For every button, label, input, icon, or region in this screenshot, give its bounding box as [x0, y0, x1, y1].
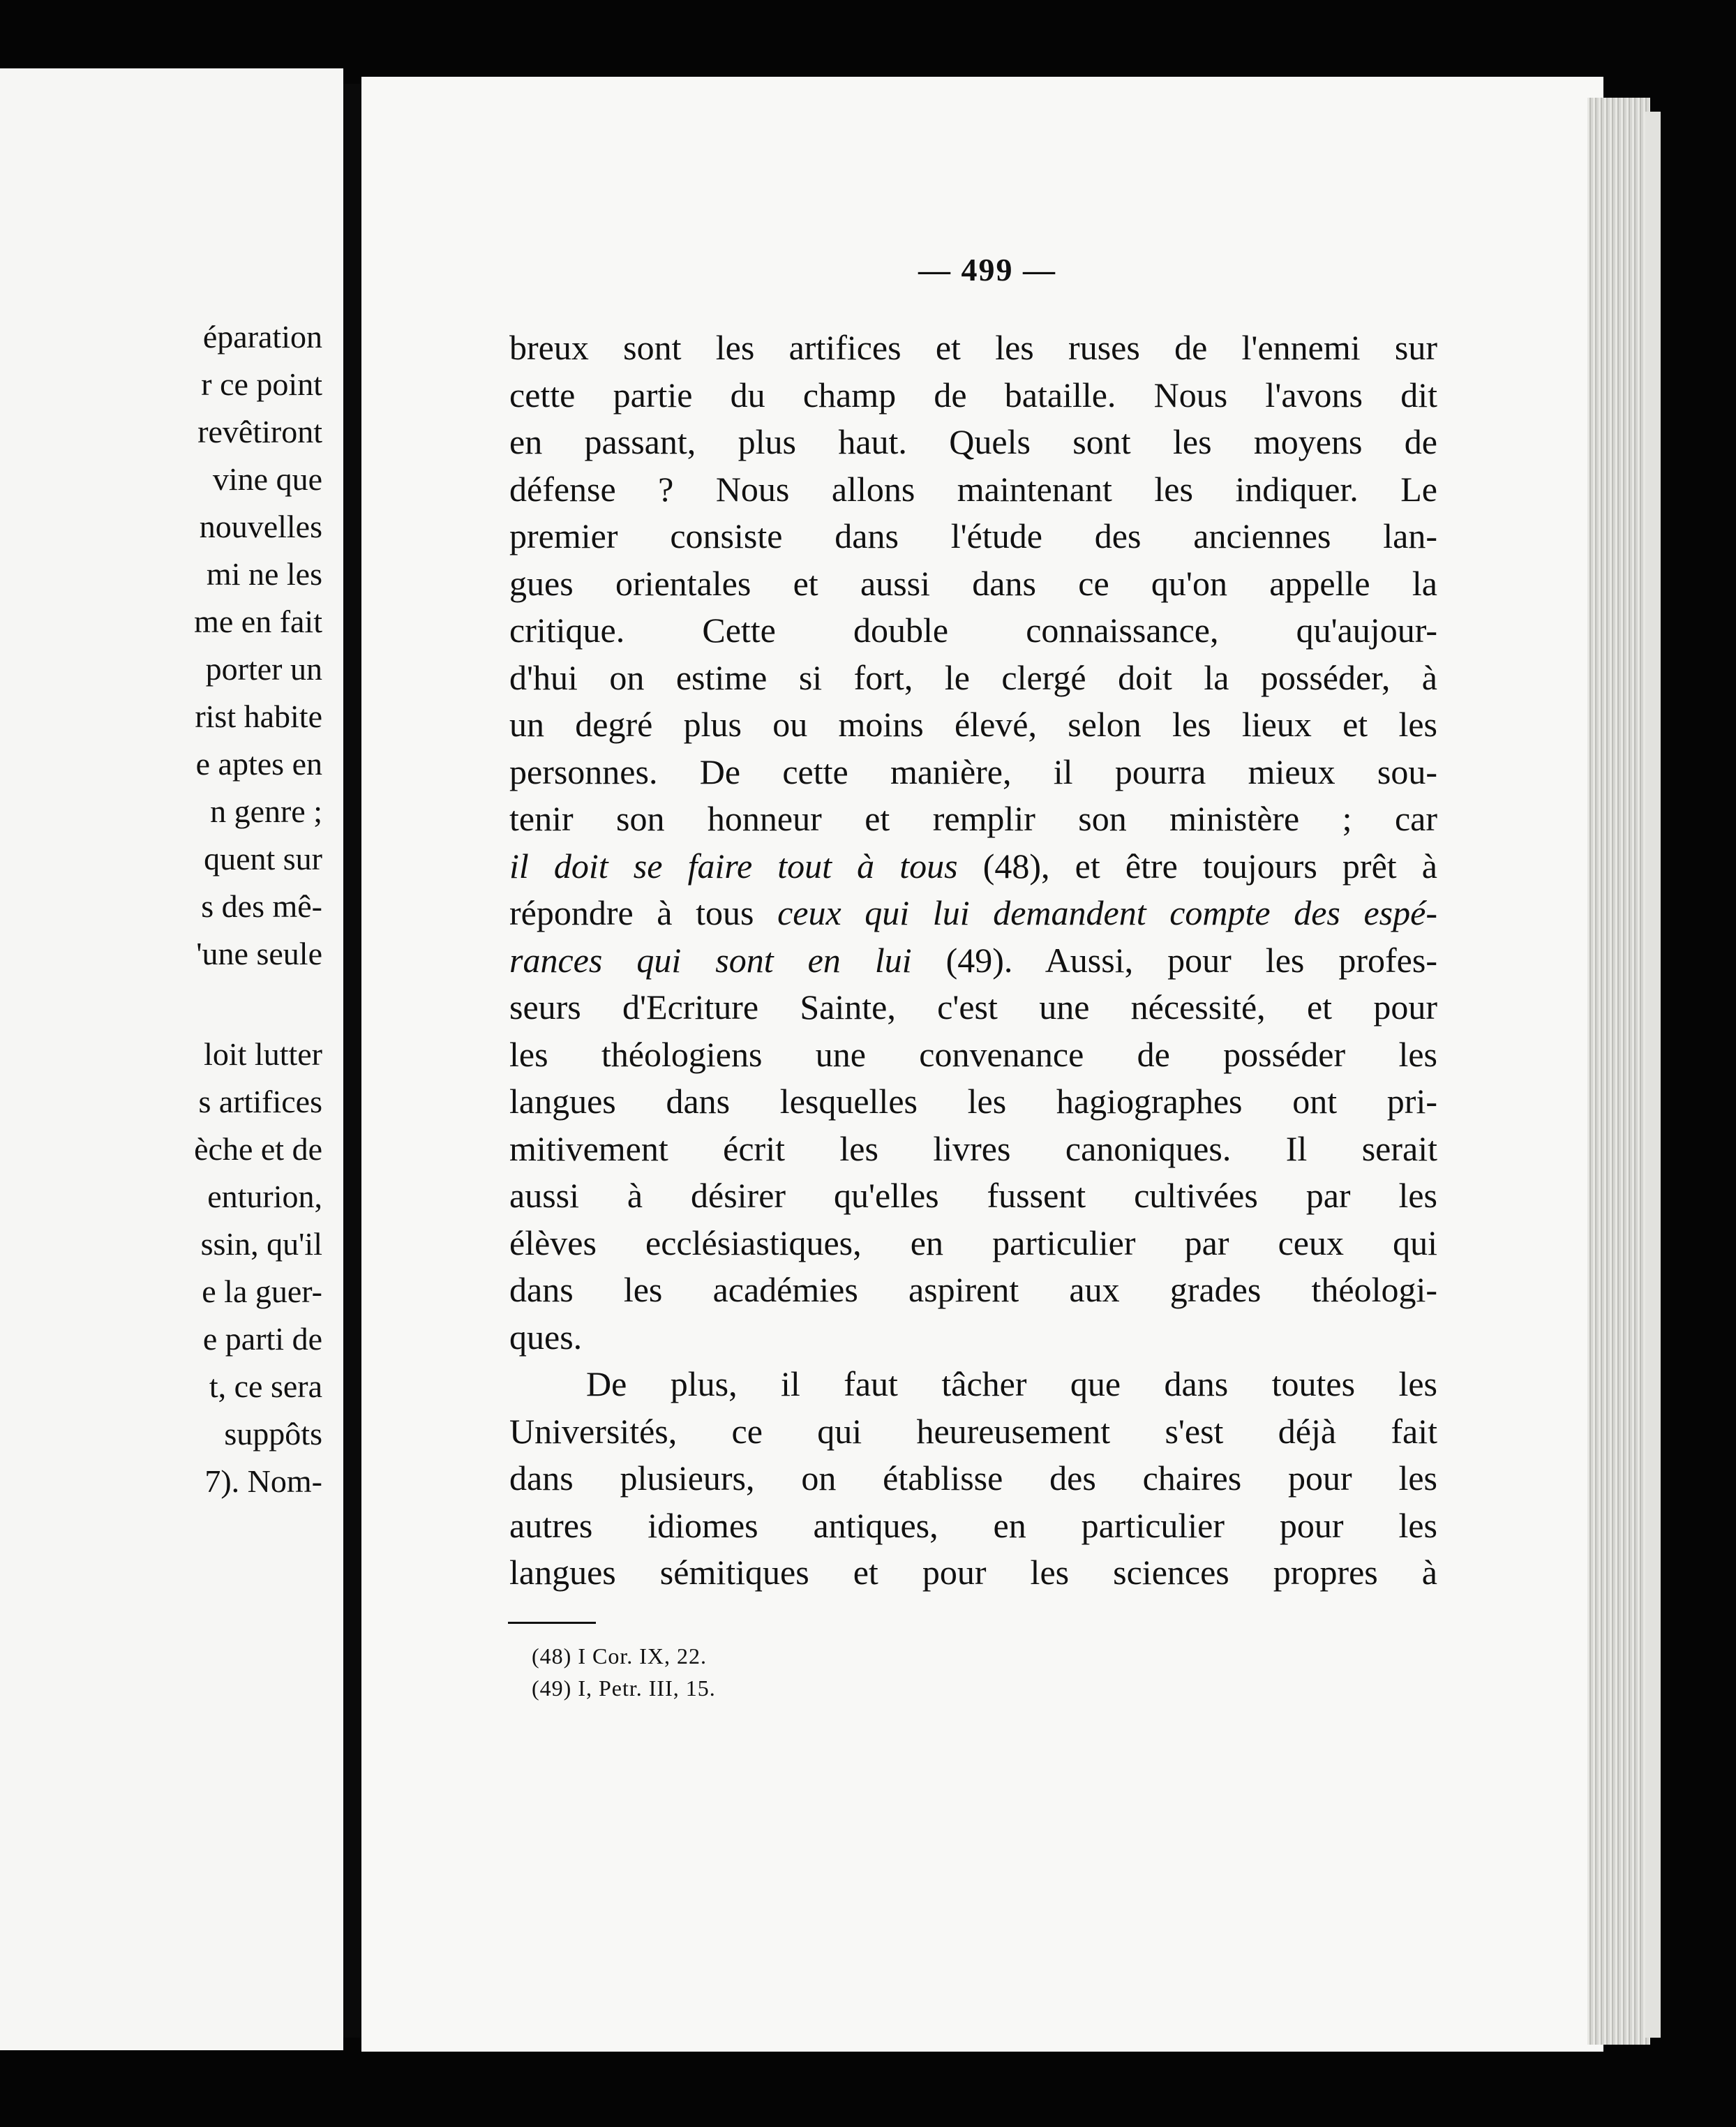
- text-line: seurs d'Ecriture Sainte, c'est une nécessité, et pour: [509, 987, 1437, 1027]
- text-line: il doit se faire tout à tous (48), et être toujours prêt à: [509, 846, 1437, 886]
- text-line: en passant, plus haut. Quels sont les moyens de: [509, 422, 1437, 461]
- footnotes: [532, 1640, 716, 1704]
- text-line: critique. Cette double connaissance, qu'aujour-: [509, 611, 1437, 650]
- text-line: e la guer-: [202, 1274, 322, 1309]
- text-line: éparation: [202, 319, 322, 354]
- text-line: rist habite: [195, 699, 322, 734]
- text-line: Universités, ce qui heureusement s'est déjà fait: [509, 1411, 1437, 1451]
- text-line: dans les académies aspirent aux grades théologi-: [509, 1270, 1437, 1309]
- text-line: autres idiomes antiques, en particulier pour les: [509, 1505, 1437, 1545]
- text-line: quent sur: [204, 841, 322, 876]
- text-line: gues orientales et aussi dans ce qu'on appelle la: [509, 563, 1437, 603]
- footnote-48: (48) I Cor. IX, 22.: [532, 1643, 707, 1669]
- text-line: porter un: [205, 651, 322, 687]
- text-line: les théologiens une convenance de posséder les: [509, 1034, 1437, 1074]
- text-line: d'hui on estime si fort, le clergé doit la posséder, à: [509, 657, 1437, 697]
- text-line: mitivement écrit les livres canoniques. Il serait: [509, 1128, 1437, 1168]
- text-line: breux sont les artifices et les ruses de l'ennemi sur: [509, 328, 1437, 367]
- text-line: langues sémitiques et pour les sciences propres à: [509, 1553, 1437, 1592]
- text-line: nouvelles: [199, 509, 322, 544]
- text-line: n genre ;: [210, 793, 322, 829]
- text-line: ssin, qu'il: [200, 1226, 322, 1262]
- text-line: mi ne les: [206, 556, 322, 592]
- page-number: — 499 —: [918, 252, 1056, 288]
- page-edges: [1587, 98, 1650, 2045]
- italic-quote: rances qui sont en lui: [509, 940, 912, 980]
- cover-edge: [1645, 112, 1661, 2038]
- text-line: tenir son honneur et remplir son ministère ; car: [509, 799, 1437, 838]
- italic-quote: il doit se faire tout à tous: [509, 846, 958, 886]
- text-line: élèves ecclésiastiques, en particulier par ceux qui: [509, 1223, 1437, 1262]
- text-line: èche et de: [194, 1131, 322, 1167]
- text-line: 7). Nom-: [204, 1463, 322, 1499]
- text-line: répondre à tous ceux qui lui demandent compte des espé-: [509, 893, 1437, 932]
- text-line: 'une seule: [196, 936, 322, 971]
- body-text: [509, 324, 1437, 1597]
- text-line: enturion,: [207, 1179, 322, 1214]
- text-line: suppôts: [224, 1416, 322, 1451]
- footnote-49: (49) I, Petr. III, 15.: [532, 1676, 716, 1701]
- text-line: premier consiste dans l'étude des anciennes lan-: [509, 516, 1437, 555]
- footnote-rule: [508, 1622, 596, 1624]
- italic-quote: ceux qui lui demandent compte des espé-: [777, 893, 1437, 932]
- text-line: personnes. De cette manière, il pourra mieux sou-: [509, 752, 1437, 791]
- text-line: vine que: [212, 461, 322, 497]
- text-line: dans plusieurs, on établisse des chaires pour les: [509, 1458, 1437, 1498]
- left-page: [0, 68, 343, 2050]
- text-line: aussi à désirer qu'elles fussent cultivées par les: [509, 1176, 1437, 1215]
- text-line: e parti de: [202, 1321, 322, 1357]
- text-line: De plus, il faut tâcher que dans toutes les: [586, 1364, 1437, 1403]
- text-line: s des mê-: [201, 888, 322, 924]
- text-line: t, ce sera: [209, 1368, 322, 1404]
- text-line: e aptes en: [195, 746, 322, 782]
- text-line: ques.: [509, 1317, 583, 1357]
- text-line: s artifices: [198, 1084, 322, 1119]
- text-line: rances qui sont en lui (49). Aussi, pour les profes-: [509, 940, 1437, 980]
- text-line: loit lutter: [204, 1036, 322, 1072]
- text-line: me en fait: [194, 604, 322, 639]
- text-line: un degré plus ou moins élevé, selon les lieux et les: [509, 705, 1437, 744]
- text-line: r ce point: [201, 366, 322, 402]
- text-line: cette partie du champ de bataille. Nous l'avons dit: [509, 375, 1437, 415]
- text-line: défense ? Nous allons maintenant les indiquer. Le: [509, 469, 1437, 509]
- text-line: revêtiront: [197, 414, 322, 449]
- text-line: langues dans lesquelles les hagiographes ont pri-: [509, 1082, 1437, 1121]
